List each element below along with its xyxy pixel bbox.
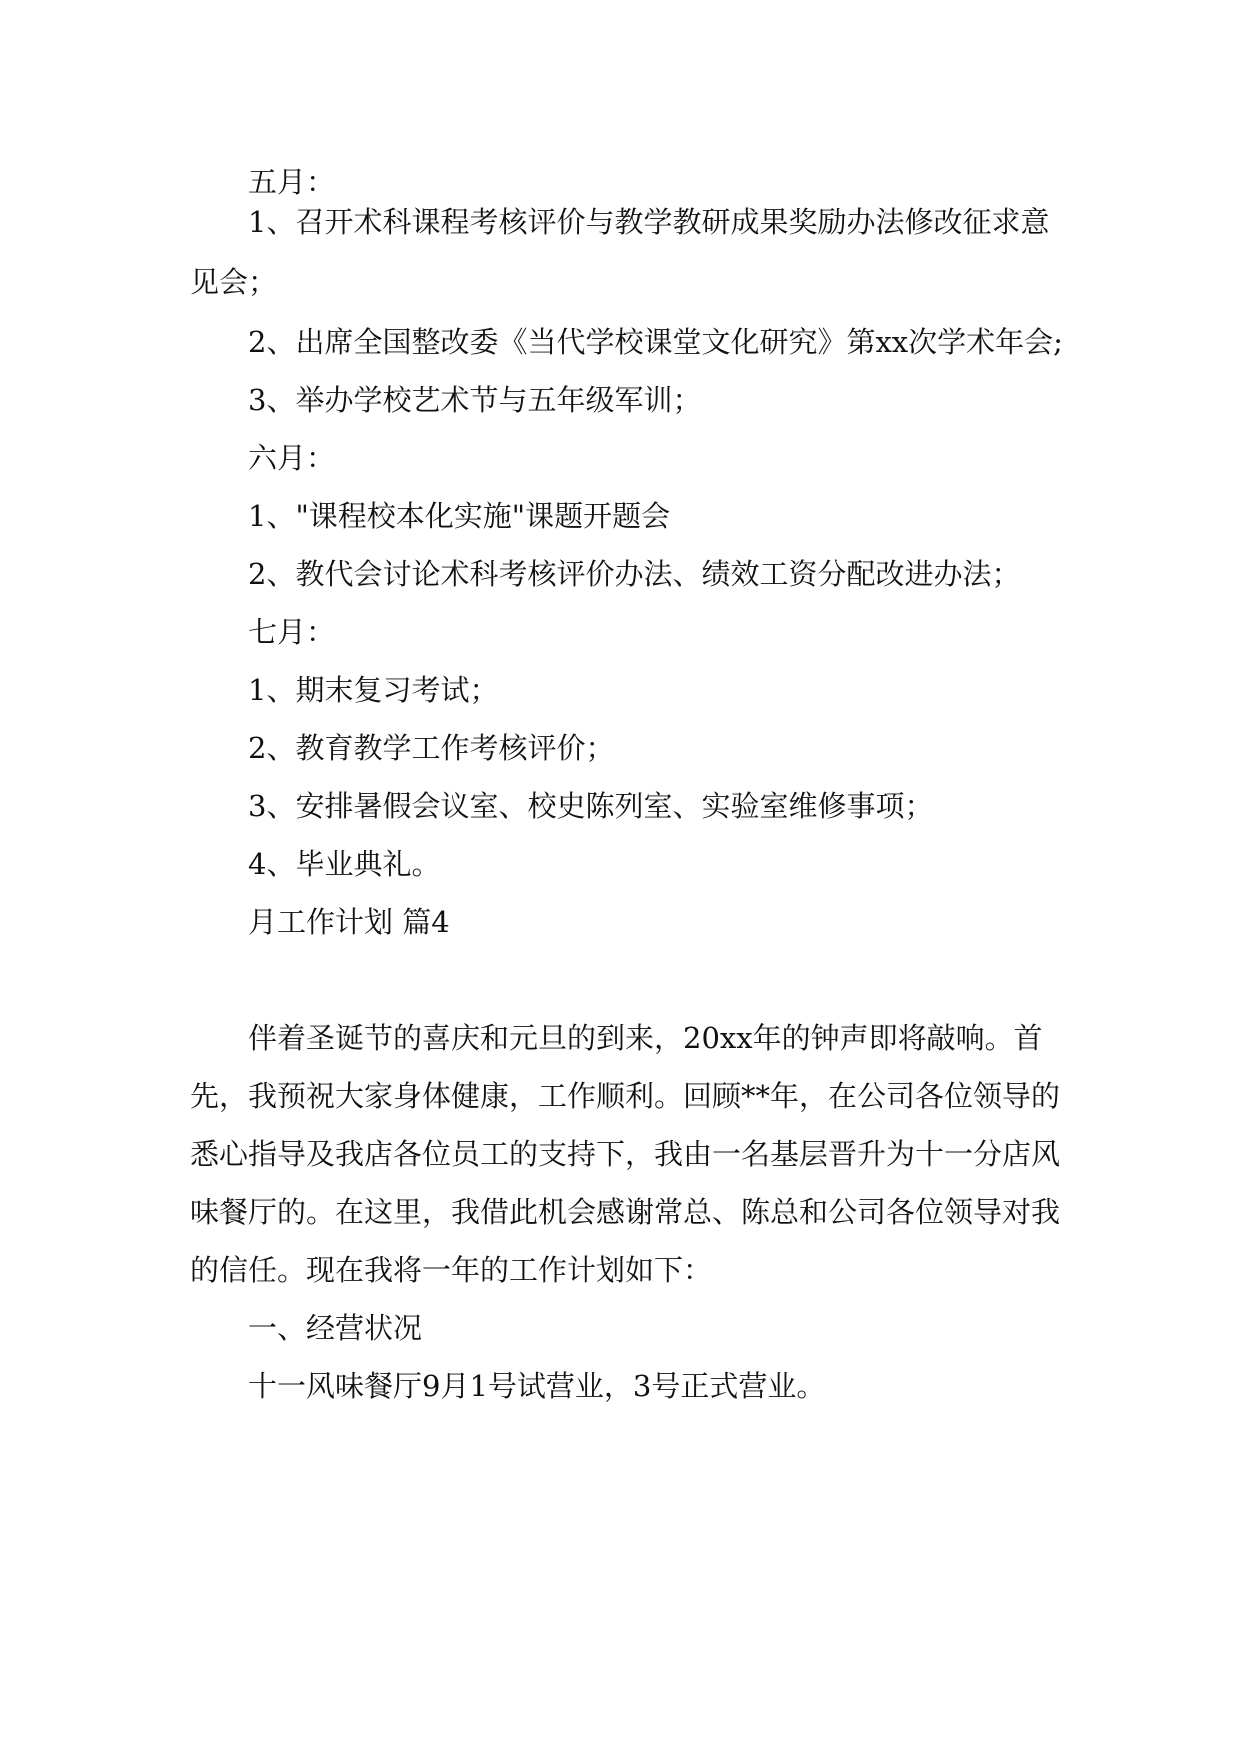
paragraph-line-5: 的信任。现在我将一年的工作计划如下： (190, 1253, 713, 1287)
july-item-4: 4、毕业典礼。 (248, 847, 441, 881)
june-item-2: 2、教代会讨论术科考核评价办法、绩效工资分配改进办法； (248, 557, 1021, 591)
july-item-3: 3、安排暑假会议室、校史陈列室、实验室维修事项； (248, 789, 934, 823)
may-item-1-continued: 见会； (190, 265, 278, 299)
paragraph-line-2: 先，我预祝大家身体健康，工作顺利。回顾**年，在公司各位领导的 (190, 1079, 1061, 1113)
july-item-2: 2、教育教学工作考核评价； (248, 731, 615, 765)
may-item-2: 2、出席全国整改委《当代学校课堂文化研究》第xx次学术年会; (248, 325, 1063, 359)
may-item-3: 3、举办学校艺术节与五年级军训； (248, 383, 702, 417)
paragraph-line-3: 悉心指导及我店各位员工的支持下，我由一名基层晋升为十一分店风 (190, 1137, 1061, 1171)
heading-july: 七月： (248, 615, 336, 649)
heading-may: 五月： (248, 165, 336, 199)
subheading-business-status: 一、经营状况 (248, 1311, 423, 1345)
paragraph-line-1: 伴着圣诞节的喜庆和元旦的到来，20xx年的钟声即将敲响。首 (248, 1021, 1043, 1055)
july-item-1: 1、期末复习考试； (248, 673, 499, 707)
june-item-1: 1、"课程校本化实施"课题开题会 (248, 499, 671, 533)
paragraph-line-4: 味餐厅的。在这里，我借此机会感谢常总、陈总和公司各位领导对我 (190, 1195, 1061, 1229)
heading-june: 六月： (248, 441, 336, 475)
may-item-1: 1、召开术科课程考核评价与教学教研成果奖励办法修改征求意 (248, 205, 1050, 239)
section-title: 月工作计划 篇4 (248, 905, 450, 939)
business-status-text: 十一风味餐厅9月1号试营业，3号正式营业。 (248, 1369, 826, 1403)
